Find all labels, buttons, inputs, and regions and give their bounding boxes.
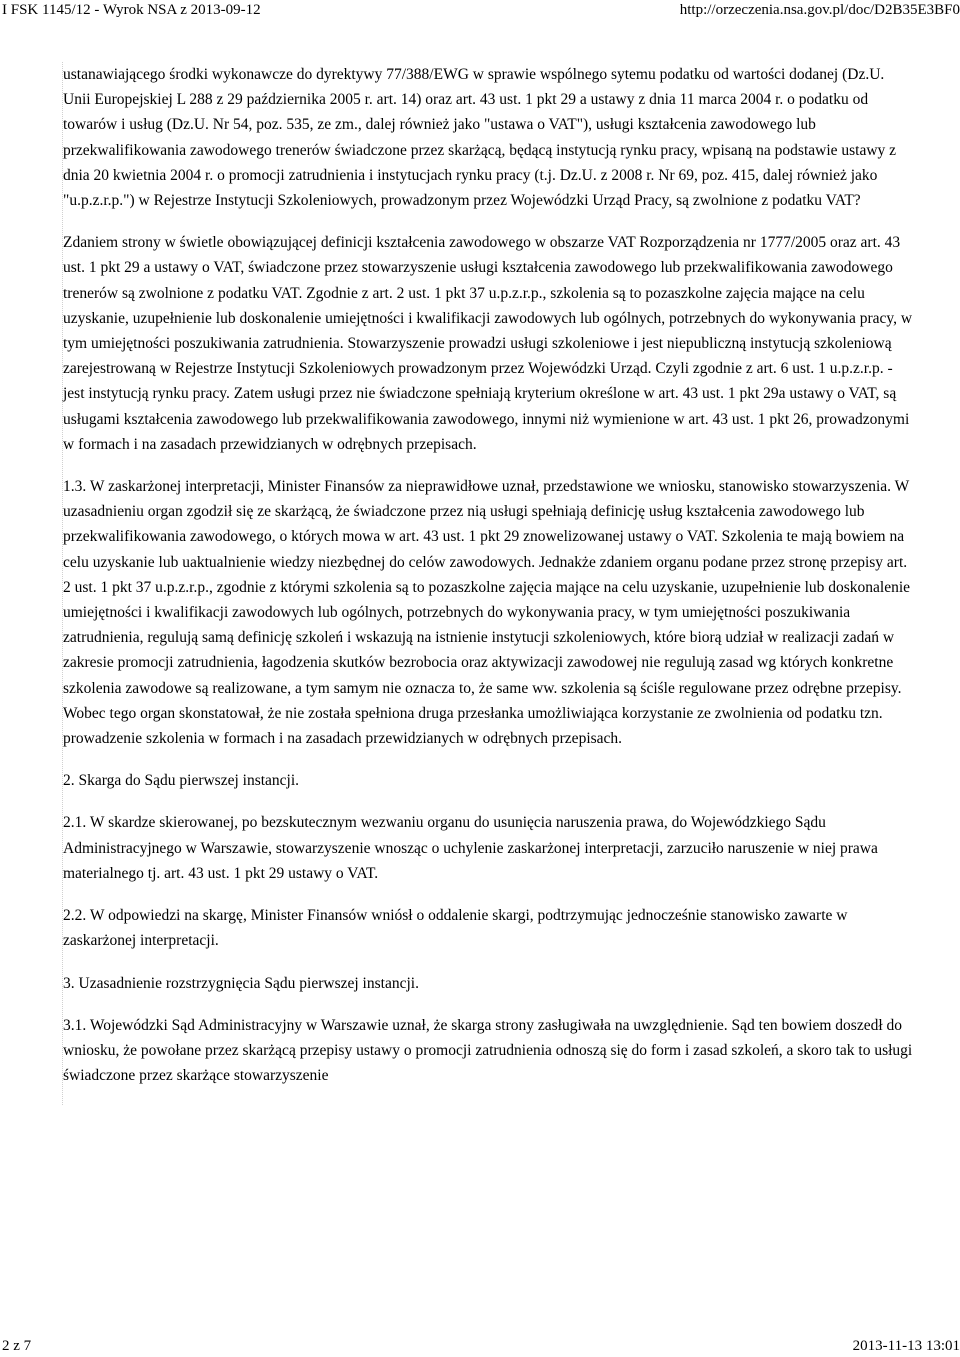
paragraph-2-1: 2.1. W skardze skierowanej, po bezskutecznym wezwaniu organu do usunięcia naruszenia prawa, do Wojewódzkiego Sądu Administracyjnego w Warszawie, stowarzyszenie wnosząc o uchylenie zaskarżonej interpretacji, zarzuciło naruszenie w niej prawa materialnego tj. art. 43 ust. 1 pkt 29 ustawy o VAT.	[63, 814, 878, 882]
section-heading-2: 2. Skarga do Sądu pierwszej instancji.	[63, 772, 300, 790]
document-title: I FSK 1145/12 - Wyrok NSA z 2013-09-12	[2, 2, 261, 18]
print-datetime: 2013-11-13 13:01	[852, 1338, 960, 1354]
paragraph-party-position: Zdaniem strony w świetle obowiązującej definicji kształcenia zawodowego w obszarze VAT Rozporządzenia nr 1777/2005 oraz art. 43 ust. 1 pkt 29 a ustawy o VAT, świadczone przez stowarzyszenie usługi kształcenia zawodowego lub przekwalifikowania zawodowego trenerów są zwolnione z podatku VAT. Zgodnie z art. 2 ust. 1 pkt 37 u.p.z.r.p., szkolenia są to pozaszkolne zajęcia mające na celu uzyskanie, uzupełnienie lub doskonalenie umiejętności i kwalifikacji zawodowych lub ogólnych, potrzebnych do wykonywania pracy, w tym umiejętności poszukiwania zatrudnienia. Stowarzyszenie prowadzi usługi szkoleniowe i jest niepubliczną instytucją szkoleniową zarejestrowaną w Rejestrze Instytucji Szkoleniowych prowadzonym przez Wojewódzki Urząd. Czyli zgodnie z art. 6 ust. 1 u.p.z.r.p. - jest instytucją rynku pracy. Zatem usługi przez nie świadczone spełniają kryterium określone w art. 43 ust. 1 pkt 29a ustawy o VAT, są usługami kształcenia zawodowego lub przekwalifikowania zawodowego, innymi niż wymienione w art. 43 ust. 1 pkt 26, prowadzonymi w formach i na zasadach przewidzianych w odrębnych przepisach.	[63, 234, 913, 453]
paragraph-question: ustanawiającego środki wykonawcze do dyrektywy 77/388/EWG w sprawie wspólnego sytemu podatku od wartości dodanej (Dz.U. Unii Europejskiej L 288 z 29 października 2005 r. art. 14) oraz art. 43 ust. 1 pkt 29 a ustawy z dnia 11 marca 2004 r. o podatku od towarów i usług (Dz.U. Nr 54, poz. 535, ze zm., dalej również jako "ustawa o VAT"), usługi kształcenia zawodowego lub przekwalifikowania zawodowego trenerów świadczone przez skarżącą, będącą instytucją rynku pracy, wpisaną na podstawie ustawy z dnia 20 kwietnia 2004 r. o promocji zatrudnienia i instytucjach rynku pracy (t.j. Dz.U. z 2008 r. Nr 69, poz. 415, dalej również jako "u.p.z.r.p.") w Rejestrze Instytucji Szkoleniowych, prowadzonym przez Wojewódzki Urząd Pracy, są zwolnione z podatku VAT?	[63, 66, 897, 210]
page-header	[0, 0, 960, 20]
section-heading-3: 3. Uzasadnienie rozstrzygnięcia Sądu pierwszej instancji.	[63, 974, 419, 992]
page-footer	[0, 1335, 960, 1357]
paragraph-2-2: 2.2. W odpowiedzi na skargę, Minister Finansów wniósł o oddalenie skargi, podtrzymując jednocześnie stanowisko zawarte w zaskarżonej interpretacji.	[63, 907, 848, 950]
paragraph-3-1: 3.1. Wojewódzki Sąd Administracyjny w Warszawie uznał, że skarga strony zasługiwała na uwzględnienie. Sąd ten bowiem doszedł do wniosku, że powołane przez skarżącą przepisy ustawy o promocji zatrudnienia odnoszą się do form i zasad szkoleń, a skoro tak to usługi świadczone przez skarżące stowarzyszenie	[63, 1016, 913, 1085]
page-number: 2 z 7	[2, 1338, 32, 1354]
document-url[interactable]: http://orzeczenia.nsa.gov.pl/doc/D2B35E3BF0	[679, 2, 960, 18]
document-body	[62, 62, 913, 1105]
paragraph-1-3: 1.3. W zaskarżonej interpretacji, Minister Finansów za nieprawidłowe uznał, przedstawione we wniosku, stanowisko stowarzyszenia. W uzasadnieniu organ zgodził się ze skarżącą, że świadczone przez nią usługi spełniają definicję usług kształcenia zawodowego lub przekwalifikowania zawodowego, o których mowa w art. 43 ust. 1 pkt 29 znowelizowanej ustawy o VAT. Szkolenia te mają bowiem na celu uzyskanie lub uaktualnienie wiedzy niezbędnej do celów zawodowych. Jednakże zdaniem organu podane przez stronę przepisy art. 2 ust. 1 pkt 37 u.p.z.r.p., zgodnie z którymi szkolenia są to pozaszkolne zajęcia mające na celu uzyskanie, uzupełnienie lub doskonalenie umiejętności i kwalifikacji zawodowych lub ogólnych, potrzebnych do wykonywania pracy, w tym umiejętności poszukiwania zatrudnienia, regulują samą definicję szkoleń i wskazują na istnienie instytucji szkoleniowych, które biorą udział w realizacji zadań w zakresie promocji zatrudnienia, łagodzenia skutków bezrobocia oraz aktywizacji zawodowej nie regulują zasad wg których konkretne szkolenia zawodowe są realizowane, a tym samym nie oznacza to, że same ww. szkolenia są ściśle regulowane przez odrębne przepisy. Wobec tego organ skonstatował, że nie została spełniona druga przesłanka umożliwiająca korzystanie ze zwolnienia od podatku tzn. prowadzenie szkolenia w formach i na zasadach przewidzianych w odrębnych przepisach.	[63, 478, 911, 748]
